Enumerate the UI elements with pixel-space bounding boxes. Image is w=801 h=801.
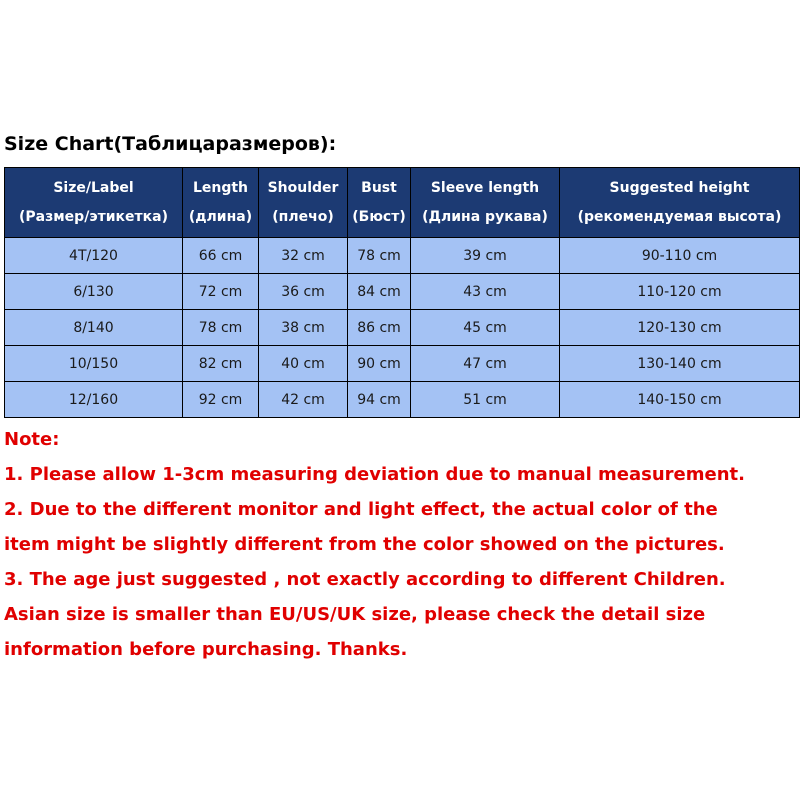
cell-size-label: 6/130 (5, 274, 183, 310)
cell-shoulder: 40 cm (259, 346, 348, 382)
header-label-ru: (Бюст) (352, 208, 406, 225)
note-line: item might be slightly different from the color showed on the pictures. (4, 534, 725, 555)
table-row (5, 310, 800, 346)
note-heading: Note: (4, 429, 60, 450)
cell-bust: 90 cm (348, 346, 411, 382)
cell-suggested-height: 140-150 cm (560, 382, 800, 418)
cell-shoulder: 38 cm (259, 310, 348, 346)
cell-shoulder: 42 cm (259, 382, 348, 418)
cell-bust: 78 cm (348, 238, 411, 274)
cell-sleeve-length: 45 cm (411, 310, 560, 346)
cell-shoulder: 32 cm (259, 238, 348, 274)
cell-size-label: 12/160 (5, 382, 183, 418)
note-line: 1. Please allow 1-3cm measuring deviation due to manual measurement. (4, 464, 745, 485)
cell-suggested-height: 110-120 cm (560, 274, 800, 310)
cell-suggested-height: 90-110 cm (560, 238, 800, 274)
header-label-en: Length (192, 179, 249, 196)
size-chart-table (4, 167, 800, 418)
column-header-suggested-height (560, 168, 800, 238)
cell-sleeve-length: 43 cm (411, 274, 560, 310)
cell-sleeve-length: 39 cm (411, 238, 560, 274)
column-header-sleeve-length (411, 168, 560, 238)
cell-length: 92 cm (183, 382, 259, 418)
table-row (5, 346, 800, 382)
cell-length: 78 cm (183, 310, 259, 346)
note-line: 3. The age just suggested , not exactly according to different Children. (4, 569, 726, 590)
cell-bust: 86 cm (348, 310, 411, 346)
note-line: 2. Due to the different monitor and light effect, the actual color of the (4, 499, 718, 520)
cell-size-label: 4T/120 (5, 238, 183, 274)
column-header-size-label (5, 168, 183, 238)
cell-suggested-height: 120-130 cm (560, 310, 800, 346)
table-row (5, 238, 800, 274)
cell-sleeve-length: 51 cm (411, 382, 560, 418)
cell-size-label: 10/150 (5, 346, 183, 382)
page-title: Size Chart(Таблицаразмеров): (4, 133, 337, 155)
cell-length: 82 cm (183, 346, 259, 382)
header-label-en: Shoulder (267, 179, 339, 196)
note-line: Asian size is smaller than EU/US/UK size, please check the detail size (4, 604, 706, 625)
cell-bust: 94 cm (348, 382, 411, 418)
table-row (5, 274, 800, 310)
header-label-en: Size/Label (53, 179, 134, 196)
header-label-ru: (длина) (188, 208, 253, 225)
cell-length: 66 cm (183, 238, 259, 274)
cell-bust: 84 cm (348, 274, 411, 310)
cell-length: 72 cm (183, 274, 259, 310)
notes-section (4, 422, 799, 667)
table-header-row (5, 168, 800, 238)
header-label-en: Bust (361, 179, 397, 196)
header-label-ru: (плечо) (272, 208, 334, 225)
cell-size-label: 8/140 (5, 310, 183, 346)
cell-sleeve-length: 47 cm (411, 346, 560, 382)
header-label-en: Sleeve length (430, 179, 540, 196)
cell-suggested-height: 130-140 cm (560, 346, 800, 382)
header-label-ru: (Размер/этикетка) (19, 208, 168, 225)
header-label-ru: (рекомендуемая высота) (577, 208, 782, 225)
note-line: information before purchasing. Thanks. (4, 639, 408, 660)
column-header-length (183, 168, 259, 238)
header-label-ru: (Длина рукава) (422, 208, 548, 225)
column-header-bust (348, 168, 411, 238)
table-row (5, 382, 800, 418)
header-label-en: Suggested height (609, 179, 750, 196)
cell-shoulder: 36 cm (259, 274, 348, 310)
column-header-shoulder (259, 168, 348, 238)
